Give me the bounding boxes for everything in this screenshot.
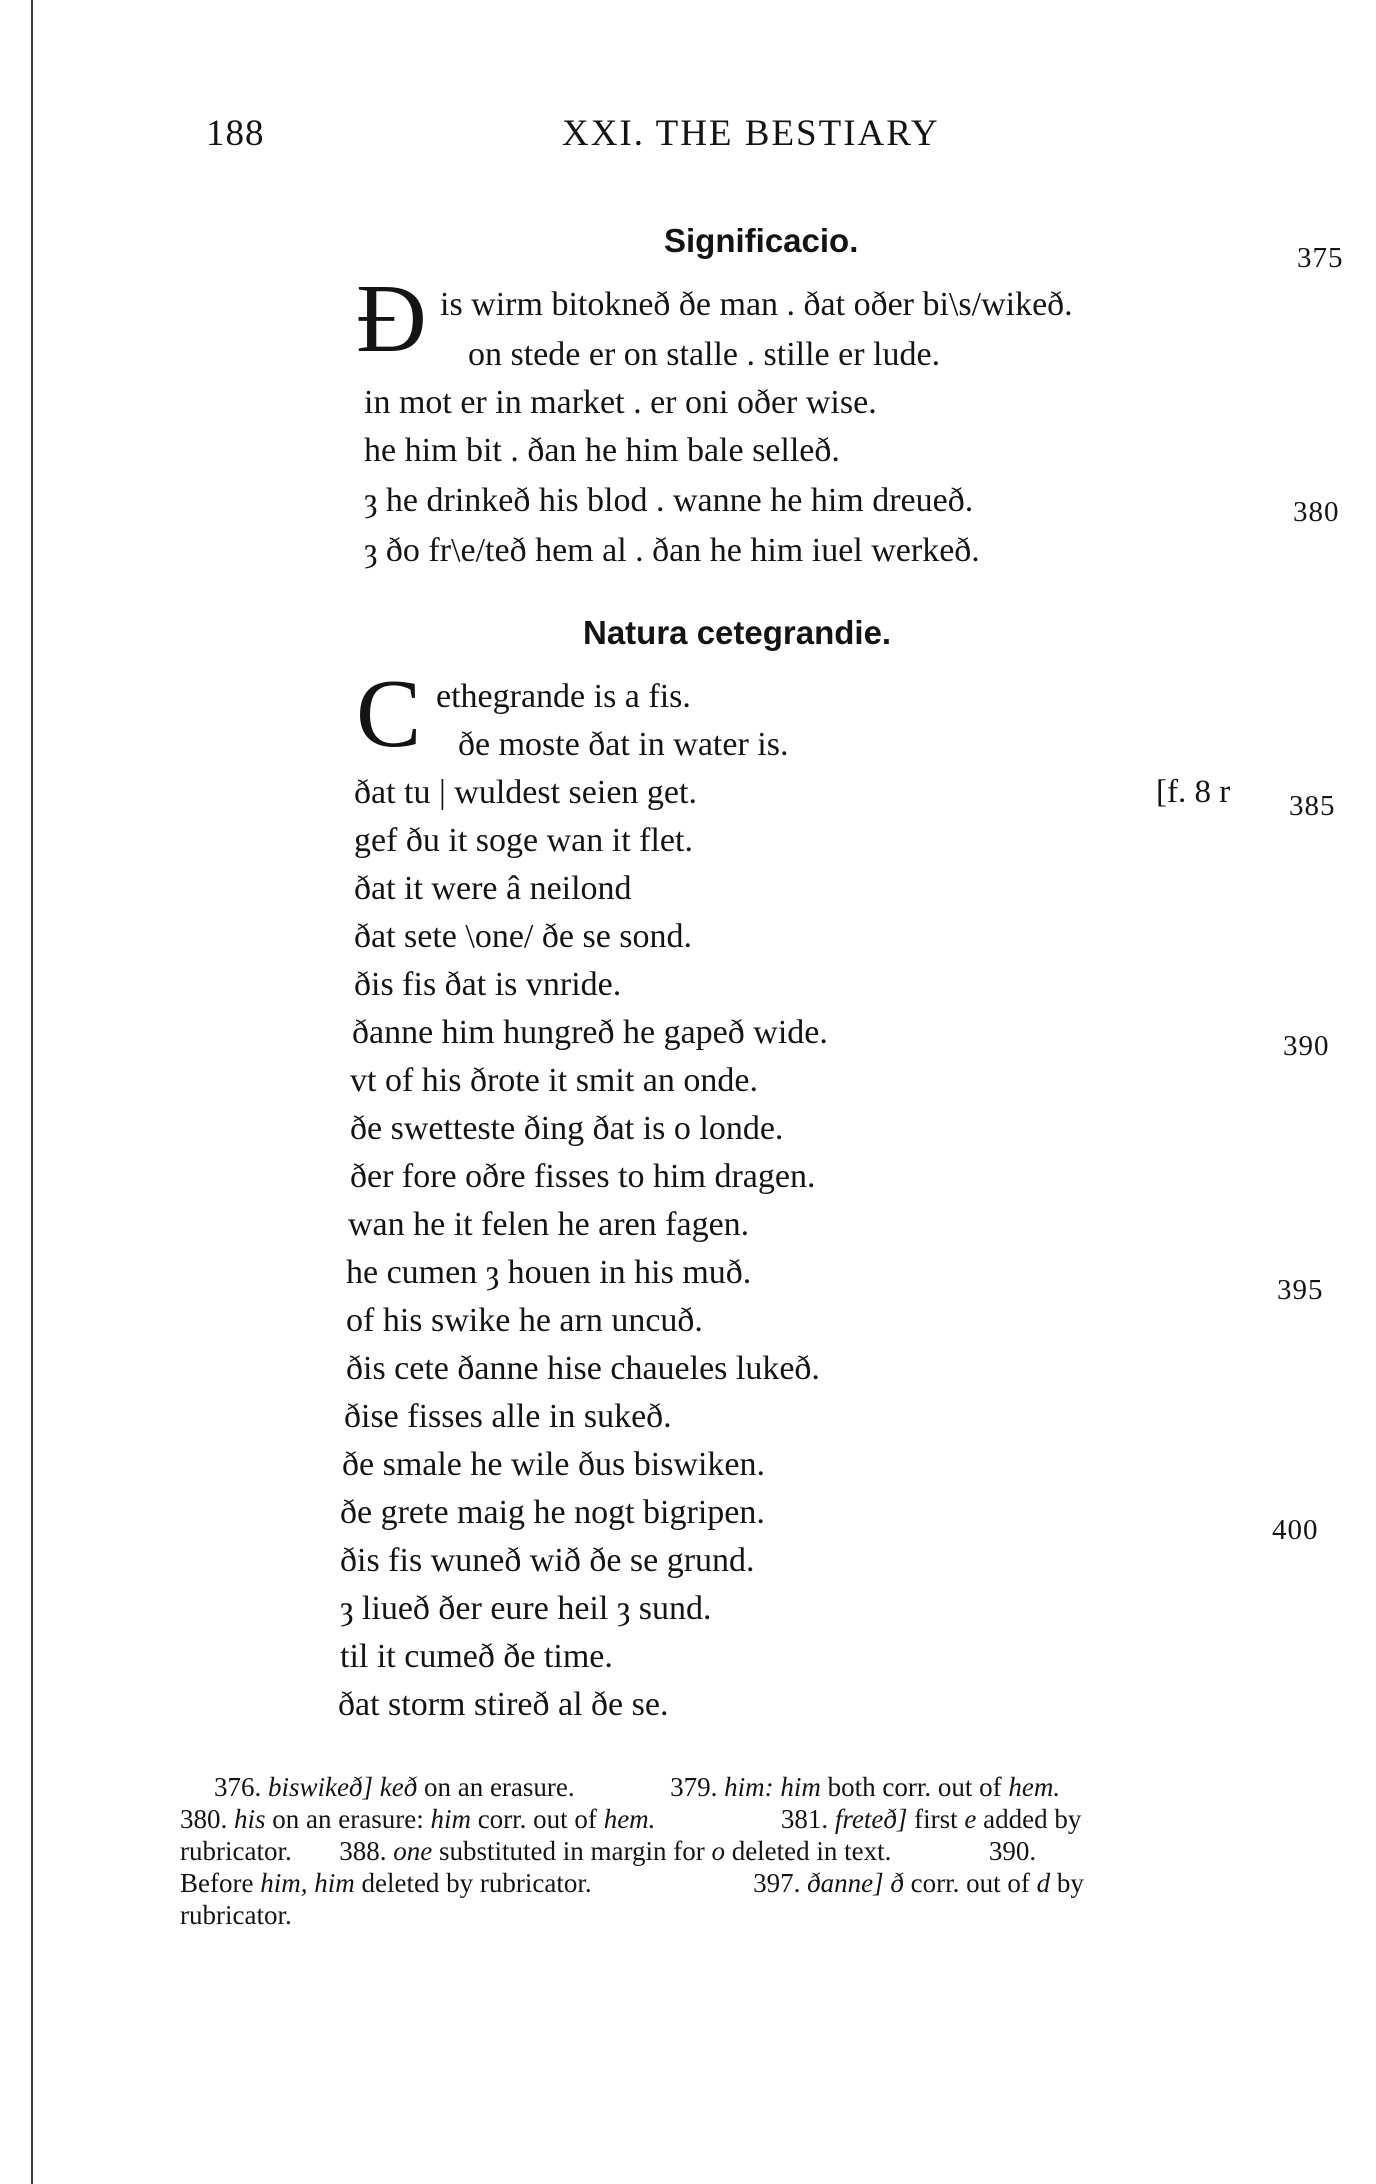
verse-line: on stede er on stalle . stille er lude.: [468, 336, 941, 373]
footnote-italic: hem.: [603, 1804, 656, 1834]
verse-line: ðat storm stireð al ðe se.: [338, 1686, 669, 1723]
verse-line: ðanne him hungreð he gapeð wide.: [352, 1014, 828, 1051]
verse-line: ðis cete ðanne hise chaueles lukeð.: [346, 1350, 820, 1387]
footnote-ref: 397.: [753, 1868, 801, 1898]
folio-reference: [f. 8 r: [1156, 774, 1231, 810]
footnote-text: first: [914, 1804, 958, 1834]
line-number: 395: [1277, 1274, 1324, 1306]
footnote-text: by: [1056, 1868, 1084, 1898]
line-number: 400: [1272, 1514, 1319, 1546]
footnote-italic: hem.: [1008, 1772, 1061, 1802]
verse-line: gef ðu it soge wan it flet.: [354, 822, 693, 859]
verse-line: of his swike he arn uncuð.: [346, 1302, 703, 1339]
footnote-ref: 376.: [214, 1772, 262, 1802]
verse-line: ȝ liueð ðer eure heil ȝ sund.: [340, 1590, 712, 1627]
footnote-italic: him: [314, 1868, 355, 1898]
footnote-italic: keð: [379, 1772, 418, 1802]
verse-line: ðise fisses alle in sukeð.: [344, 1398, 672, 1435]
verse-line: ðe swetteste ðing ðat is o londe.: [350, 1110, 784, 1147]
drop-initial: Ð: [356, 265, 427, 373]
footnote-text: deleted in text.: [731, 1836, 892, 1866]
footnote-ref: 388.: [339, 1836, 387, 1866]
verse-line: ðe grete maig he nogt bigripen.: [340, 1494, 765, 1531]
verse-line: vt of his ðrote it smit an onde.: [350, 1062, 758, 1099]
drop-initial: C: [356, 660, 422, 768]
footnote-line: [180, 1868, 1084, 1899]
verse-line: he cumen ȝ houen in his muð.: [346, 1254, 752, 1291]
verse-line: ðis fis wuneð wið ðe se grund.: [340, 1542, 755, 1579]
footnote-italic: o: [711, 1836, 725, 1866]
verse-line: ðe moste ðat in water is.: [458, 726, 789, 763]
footnote-lemma: ðanne]: [807, 1868, 884, 1898]
line-number: 380: [1293, 496, 1340, 528]
footnote-text: both corr. out of: [827, 1772, 1002, 1802]
footnote-italic: d: [1036, 1868, 1051, 1898]
footnote-line: [180, 1836, 1036, 1867]
verse-line: ðat tu | wuldest seien get.: [354, 774, 697, 811]
footnote-italic: him: [780, 1772, 821, 1802]
footnote-italic: one: [393, 1836, 433, 1866]
running-title: XXI. THE BESTIARY: [562, 113, 940, 154]
verse-line: ðe smale he wile ðus biswiken.: [342, 1446, 766, 1483]
footnote-text: deleted by rubricator.: [361, 1868, 592, 1898]
footnote-ref: 379.: [670, 1772, 718, 1802]
verse-line: ðat sete \one/ ðe se sond.: [354, 918, 693, 955]
footnote-line: [180, 1804, 1081, 1835]
footnote-line: [214, 1772, 1060, 1803]
verse-line: ðis fis ðat is vnride.: [354, 966, 622, 1003]
footnote-italic: him,: [260, 1868, 308, 1898]
footnote-ref: 381.: [780, 1804, 829, 1834]
page-number: 188: [206, 113, 265, 154]
footnote-ref: 390.: [988, 1836, 1037, 1866]
verse-line: he him bit . ðan he him bale selleð.: [364, 432, 840, 469]
verse-line: til it cumeð ðe time.: [340, 1638, 613, 1675]
footnote-text: rubricator.: [180, 1836, 292, 1866]
footnote-italic: him: [430, 1804, 471, 1834]
footnote-text: corr. out of: [477, 1804, 597, 1834]
footnote-italic: his: [234, 1804, 266, 1834]
line-number: 375: [1297, 242, 1344, 274]
footnote-text: added by: [983, 1804, 1082, 1834]
page-header: [0, 112, 1376, 172]
footnote-text: Before: [180, 1868, 254, 1898]
verse-line: ȝ he drinkeð his blod . wanne he him dreueð.: [364, 482, 974, 519]
footnote-text: corr. out of: [910, 1868, 1030, 1898]
verse-line: wan he it felen he aren fagen.: [348, 1206, 750, 1243]
verse-line: ðat it were â neilond: [354, 870, 632, 907]
verse-line: ðer fore oðre fisses to him dragen.: [350, 1158, 816, 1195]
footnote-line: [180, 1900, 292, 1931]
footnote-lemma: biswikeð]: [268, 1772, 373, 1802]
footnote-text: substituted in margin for: [438, 1836, 705, 1866]
footnote-italic: e: [964, 1804, 977, 1834]
verse-line: ethegrande is a fis.: [436, 678, 691, 715]
footnote-lemma: freteð]: [834, 1804, 908, 1834]
footnote-text: rubricator.: [180, 1900, 292, 1930]
verse-line: in mot er in market . er oni oðer wise.: [364, 384, 877, 421]
section-title-natura-cetegrandie: Natura cetegrandie.: [583, 614, 892, 651]
footnote-lemma: him:: [724, 1772, 774, 1802]
section-title-significacio: Significacio.: [664, 222, 859, 259]
footnote-text: on an erasure.: [423, 1772, 575, 1802]
line-number: 390: [1283, 1030, 1330, 1062]
footnote-text: on an erasure:: [272, 1804, 424, 1834]
verse-line: ȝ ðo fr\e/teð hem al . ðan he him iuel werkeð.: [364, 532, 980, 569]
verse-line: is wirm bitokneð ðe man . ðat oðer bi\s/wikeð.: [440, 286, 1073, 323]
footnote-ref: 380.: [180, 1804, 228, 1834]
page-edge-line: [31, 0, 33, 2184]
line-number: 385: [1289, 790, 1336, 822]
footnote-italic: ð: [890, 1868, 904, 1898]
